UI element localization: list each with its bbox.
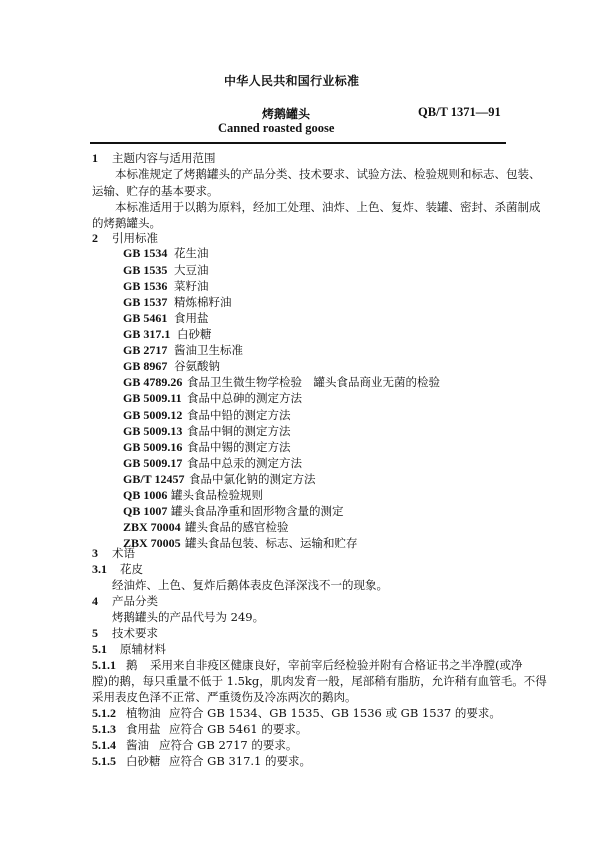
clause-term: 酱油 — [126, 738, 149, 752]
paragraph-line: 本标准规定了烤鹅罐头的产品分类、技术要求、试验方法、检验规则和标志、包装、 — [115, 167, 541, 181]
clause-term: 食用盐 — [126, 722, 161, 736]
reference-code: GB 2717 — [123, 343, 168, 357]
section-number: 5 — [92, 626, 98, 640]
section-number: 2 — [92, 231, 98, 245]
reference-name: 食用盐 — [174, 311, 209, 325]
paragraph-line: 运输、贮存的基本要求。 — [92, 184, 219, 198]
paragraph-line: 经油炸、上色、复炸后鹅体表皮色泽深浅不一的现象。 — [112, 578, 388, 592]
section-5-heading — [92, 625, 158, 641]
reference-name: 食品中氯化钠的测定方法 — [189, 472, 316, 486]
reference-name: 花生油 — [174, 246, 209, 260]
paragraph-line: 膛)的鹅，每只重量不低于 1.5kg，肌肉发育一般，尾部稍有脂肪，允许稍有血管毛。不得 — [92, 674, 547, 688]
reference-name: 大豆油 — [174, 263, 209, 277]
reference-item — [123, 519, 289, 535]
reference-name: 菜籽油 — [174, 279, 209, 293]
clause-5-1-2 — [92, 705, 501, 721]
reference-name: 罐头食品包装、标志、运输和贮存 — [185, 536, 358, 550]
reference-name: 食品中锡的测定方法 — [187, 440, 291, 454]
reference-code: ZBX 70004 — [123, 520, 181, 534]
reference-name: 食品卫生微生物学检验 罐头食品商业无菌的检验 — [187, 375, 440, 389]
reference-code: GB/T 12457 — [123, 472, 185, 486]
reference-code: QB 1007 — [123, 504, 168, 518]
reference-code: GB 1537 — [123, 295, 168, 309]
reference-name: 食品中铅的测定方法 — [187, 408, 291, 422]
subsection-5-1-heading — [92, 641, 166, 657]
reference-item — [123, 390, 302, 406]
subsection-title: 原辅材料 — [120, 642, 166, 656]
paragraph-line: 采用表皮色泽不正常、严重烫伤及冷冻两次的鹅肉。 — [92, 690, 357, 704]
reference-name: 食品中总砷的测定方法 — [187, 391, 302, 405]
reference-code: GB 5009.13 — [123, 424, 183, 438]
standard-code: QB/T 1371—91 — [418, 105, 501, 119]
paragraph-line: 本标准适用于以鹅为原料，经加工处理、油炸、上色、复炸、装罐、密封、杀菌制成 — [115, 200, 541, 214]
reference-item — [123, 310, 209, 326]
reference-item — [123, 278, 209, 294]
header-divider — [90, 142, 506, 144]
clause-5-1-3 — [92, 721, 307, 737]
reference-name: 白砂糖 — [177, 327, 212, 341]
reference-code: GB 1535 — [123, 263, 168, 277]
subsection-3-1-heading — [92, 561, 143, 577]
reference-code: GB 317.1 — [123, 327, 171, 341]
reference-code: ZBX 70005 — [123, 536, 181, 550]
reference-item — [123, 455, 302, 471]
reference-item — [123, 374, 440, 390]
section-title: 技术要求 — [112, 626, 158, 640]
reference-name: 罐头食品检验规则 — [171, 488, 263, 502]
reference-code: QB 1006 — [123, 488, 168, 502]
reference-name: 谷氨酸钠 — [174, 359, 220, 373]
clause-term: 白砂糖 — [126, 754, 161, 768]
reference-item — [123, 358, 220, 374]
section-number: 4 — [92, 594, 98, 608]
clause-number: 5.1.5 — [92, 754, 116, 768]
reference-name: 精炼棉籽油 — [174, 295, 232, 309]
clause-term: 植物油 — [126, 706, 161, 720]
clause-text: 应符合 GB 1534、GB 1535、GB 1536 或 GB 1537 的要求。 — [169, 706, 501, 720]
clause-5-1-4 — [92, 737, 297, 753]
reference-item — [123, 245, 209, 261]
reference-code: GB 5009.12 — [123, 408, 183, 422]
reference-code: GB 5009.17 — [123, 456, 183, 470]
reference-item — [123, 503, 344, 519]
reference-item — [123, 262, 209, 278]
subsection-number: 3.1 — [92, 562, 107, 576]
section-1-heading — [92, 150, 216, 166]
clause-text: 应符合 GB 2717 的要求。 — [159, 738, 298, 752]
clause-text: 应符合 GB 5461 的要求。 — [169, 722, 308, 736]
clause-number: 5.1.3 — [92, 722, 116, 736]
clause-term: 鹅 — [126, 658, 138, 672]
clause-5-1-5 — [92, 753, 311, 769]
standard-category-title: 中华人民共和国行业标准 — [224, 74, 360, 88]
reference-code: GB 5009.11 — [123, 391, 182, 405]
clause-number: 5.1.4 — [92, 738, 116, 752]
reference-name: 罐头食品净重和固形物含量的测定 — [171, 504, 344, 518]
reference-name: 食品中总汞的测定方法 — [187, 456, 302, 470]
paragraph-line: 的烤鹅罐头。 — [92, 216, 161, 230]
reference-code: GB 1534 — [123, 246, 168, 260]
subsection-title: 花皮 — [120, 562, 143, 576]
section-number: 3 — [92, 546, 98, 560]
clause-text: 应符合 GB 317.1 的要求。 — [169, 754, 312, 768]
reference-item — [123, 487, 263, 503]
reference-name: 酱油卫生标准 — [174, 343, 243, 357]
reference-code: GB 5461 — [123, 311, 168, 325]
clause-5-1-1 — [92, 657, 522, 673]
section-title: 主题内容与适用范围 — [112, 151, 216, 165]
section-2-heading — [92, 230, 158, 246]
reference-code: GB 1536 — [123, 279, 168, 293]
reference-code: GB 5009.16 — [123, 440, 183, 454]
section-number: 1 — [92, 151, 98, 165]
section-3-heading — [92, 545, 135, 561]
reference-code: GB 4789.26 — [123, 375, 183, 389]
reference-code: GB 8967 — [123, 359, 168, 373]
reference-item — [123, 423, 291, 439]
paragraph-line: 烤鹅罐头的产品代号为 249。 — [112, 610, 265, 624]
section-title: 引用标准 — [112, 231, 158, 245]
reference-item — [123, 326, 212, 342]
reference-name: 食品中铜的测定方法 — [187, 424, 291, 438]
section-title: 产品分类 — [112, 594, 158, 608]
reference-name: 罐头食品的感官检验 — [185, 520, 289, 534]
clause-number: 5.1.1 — [92, 658, 116, 672]
reference-item — [123, 342, 243, 358]
document-title-en: Canned roasted goose — [218, 121, 335, 135]
clause-number: 5.1.2 — [92, 706, 116, 720]
section-4-heading — [92, 593, 158, 609]
reference-item — [123, 535, 358, 551]
section-title: 术语 — [112, 546, 135, 560]
clause-text: 采用来自非疫区健康良好，宰前宰后经检验并附有合格证书之半净膛(或净 — [150, 658, 523, 672]
reference-item — [123, 294, 232, 310]
reference-item — [123, 471, 316, 487]
subsection-number: 5.1 — [92, 642, 107, 656]
reference-item — [123, 407, 291, 423]
reference-item — [123, 439, 291, 455]
document-title-cn: 烤鹅罐头 — [262, 107, 311, 121]
